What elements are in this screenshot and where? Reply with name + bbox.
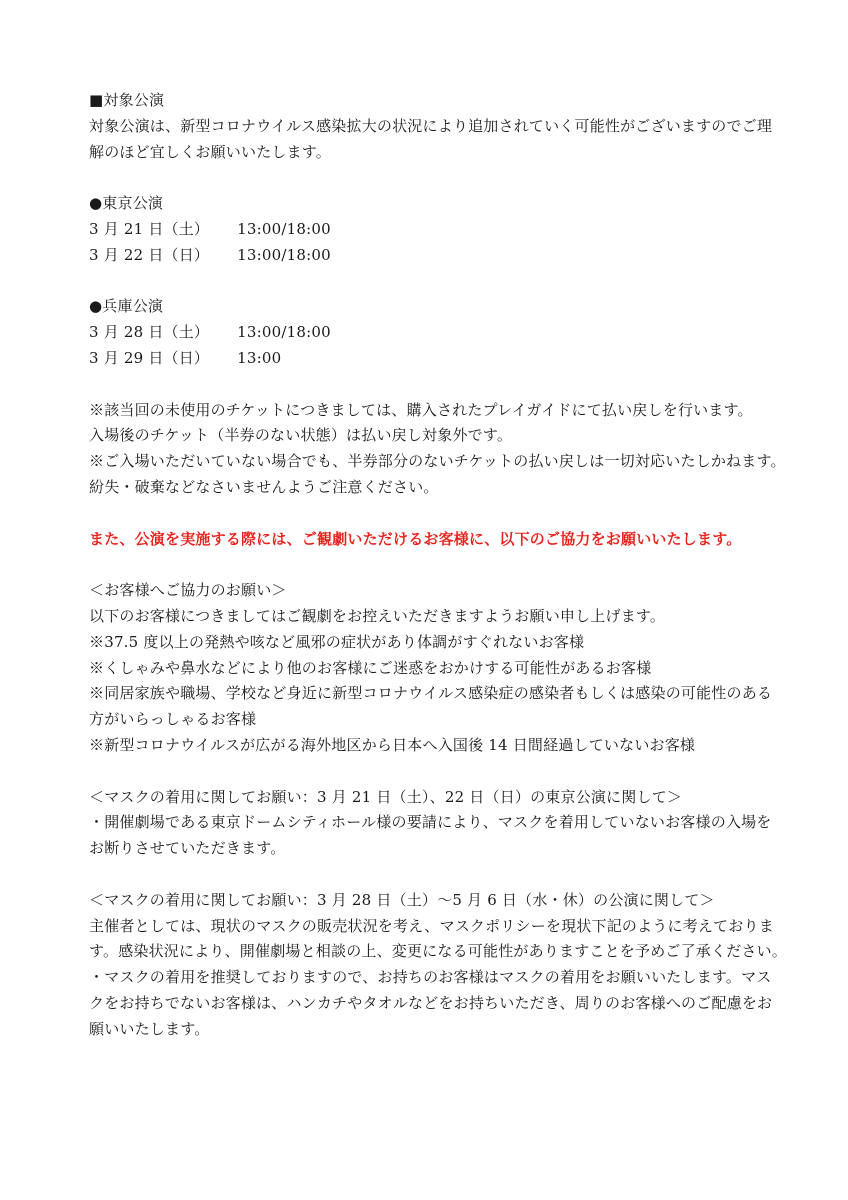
spacer [89,501,779,527]
request-item-continued: 方がいらっしゃるお客様 [89,710,257,729]
request-item: ※くしゃみや鼻水などにより他のお客様にご迷惑をおかけする可能性があるお客様 [89,658,652,677]
spacer [89,372,779,398]
schedule-date: 3 月 28 日（土） [89,323,210,342]
mask-tokyo-line-2: お断りさせていただきます。 [89,839,286,858]
schedule-time: 13:00/18:00 [237,219,331,238]
refund-line-2: 入場後のチケット（半券のない状態）は払い戻し対象外です。 [89,426,513,445]
spacer [89,862,779,888]
section-heading-hyogo: ●兵庫公演 [89,297,164,316]
request-item: ※37.5 度以上の発熱や咳など風邪の症状があり体調がすぐれないお客様 [89,632,585,651]
schedule-time: 13:00 [237,348,282,367]
refund-line-3: ※ご入場いただいていない場合でも、半券部分のないチケットの払い戻しは一切対応いたしかねます。 [89,452,786,471]
spacer [89,269,779,295]
document-page [89,88,788,1042]
schedule-row [89,320,779,346]
schedule-date: 3 月 29 日（日） [89,348,210,367]
schedule-date: 3 月 21 日（土） [89,219,210,238]
mask-other-line-5: 願いいたします。 [89,1019,210,1038]
section-heading-mask-tokyo: ＜マスクの着用に関してお願い：3 月 21 日（土）、22 日（日）の東京公演に関して＞ [89,787,683,806]
target-text-line-2: 解のほど宜しくお願いいたします。 [89,142,332,161]
mask-other-line-2: す。感染状況により、開催劇場と相談の上、変更になる可能性がありますことを予めご了承ください。 [89,942,788,961]
mask-other-line-1: 主催者としては、現状のマスクの販売状況を考え、マスクポリシーを現状下記のように考えておりま [89,916,774,935]
refund-line-4: 紛失・破棄などなさいませんようご注意ください。 [89,477,439,496]
request-intro: 以下のお客様につきましてはご観劇をお控えいただきますようお願い申し上げます。 [89,606,666,625]
spacer [89,165,779,191]
important-notice: また、公演を実施する際には、ご観劇いただけるお客様に、以下のご協力をお願いいたします。 [89,529,742,548]
mask-tokyo-line-1: ・開催劇場である東京ドームシティホール様の要請により、マスクを着用していないお客様の入場を [89,813,772,832]
schedule-row [89,243,779,269]
spacer [89,552,779,578]
schedule-row [89,346,779,372]
section-heading-target: ■対象公演 [89,91,165,109]
mask-other-line-4: クをお持ちでないお客様は、ハンカチやタオルなどをお持ちいただき、周りのお客様へのご配慮をお [89,993,773,1012]
target-text-line-1: 対象公演は、新型コロナウイルス感染拡大の状況により追加されていく可能性がございますのでご理 [89,116,773,135]
request-item: ※新型コロナウイルスが広がる海外地区から日本へ入国後 14 日間経過していないお客様 [89,735,696,754]
mask-other-line-3: ・マスクの着用を推奨しておりますので、お持ちのお客様はマスクの着用をお願いいたします。マス [89,968,772,987]
request-item: ※同居家族や職場、学校など身近に新型コロナウイルス感染症の感染者もしくは感染の可能性のある [89,684,773,703]
schedule-row [89,217,779,243]
section-heading-mask-other: ＜マスクの着用に関してお願い：3 月 28 日（土）～5 月 6 日（水・休）の公演に関して＞ [89,890,715,909]
refund-line-1: ※該当回の未使用のチケットにつきましては、購入されたプレイガイドにて払い戻しを行います。 [89,400,753,419]
schedule-time: 13:00/18:00 [237,323,331,342]
schedule-time: 13:00/18:00 [237,245,331,264]
section-heading-request: ＜お客様へご協力のお願い＞ [89,581,287,600]
spacer [89,759,779,785]
section-heading-tokyo: ●東京公演 [89,194,164,213]
schedule-date: 3 月 22 日（日） [89,245,210,264]
